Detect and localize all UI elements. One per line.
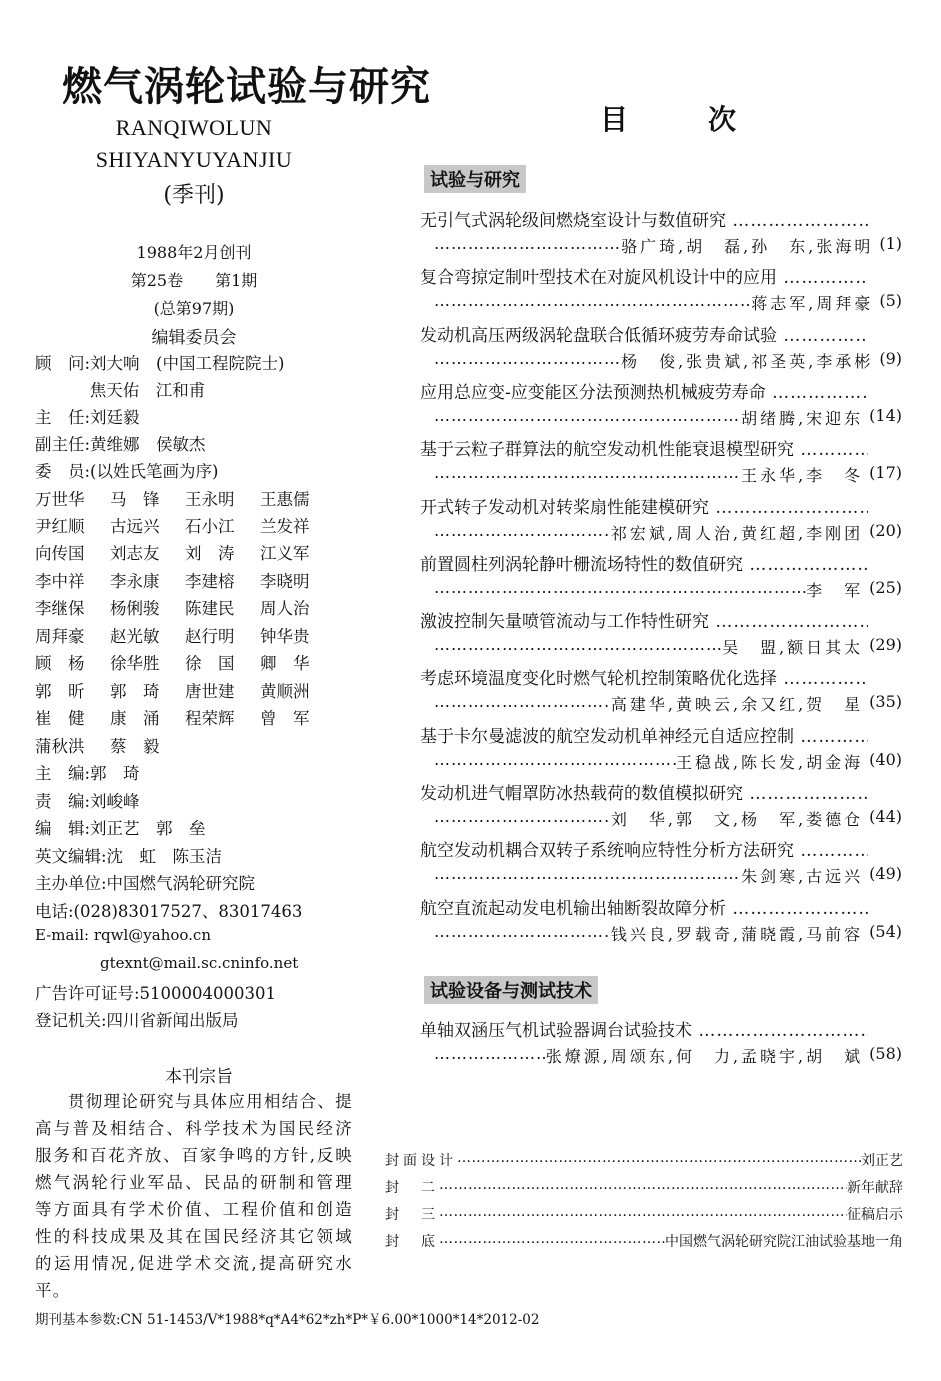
member-name: 蒲秋洪 [35,737,85,756]
member-row [35,650,335,674]
member-row [35,733,185,757]
article-page: (9) [879,348,902,368]
journal-pinyin-line2: SHIYANYUYANJIU [95,147,293,172]
member-name: 周拜豪 [35,627,85,646]
cover-credit-row [385,1150,903,1170]
leader-dots [439,1231,665,1251]
ad-license: 广告许可证号:5100004000301 [35,984,277,1003]
member-name: 徐华胜 [110,654,160,673]
member-name: 赵行明 [185,627,235,646]
member-name: 万世华 [35,490,85,509]
member-name: 杨俐骏 [110,599,160,618]
article-byline [434,807,902,830]
member-name: 王永明 [185,490,235,509]
article-authors: 杨 俊,张贵斌,祁圣英,李承彬 [621,351,874,371]
founded-date: 1988年2月创刊 [136,243,252,262]
email-2: gtexnt@mail.sc.cninfo.net [100,954,299,972]
member-name: 赵光敏 [110,627,160,646]
article-page: (20) [869,520,902,540]
member-name: 李晓明 [260,572,310,591]
member-row [35,486,335,510]
article-byline [434,1044,902,1067]
article-title: 发动机进气帽罩防冰热载荷的数值模拟研究 ………………………………………………………………………… [420,779,868,804]
advisors-line-1: 顾 问:刘大响 (中国工程院院士) [35,354,285,373]
member-row [35,705,335,729]
leader-dots [434,1044,546,1067]
article-byline [434,291,902,314]
volume-issue: 第25卷 第1期 [130,271,258,290]
journal-pinyin-line1: RANQIWOLUN [115,115,273,140]
cover-credit-value: 征稿启示 [847,1207,903,1223]
member-name: 李建榕 [185,572,235,591]
leader-dots [434,807,611,830]
article-page: (54) [869,921,902,941]
article-byline [434,635,902,658]
article-title: 基于云粒子群算法的航空发动机性能衰退模型研究 ………………………………………………………………………… [420,435,868,460]
leader-dots [434,692,611,715]
member-name: 郭 琦 [110,682,160,701]
article-title: 航空发动机耦合双转子系统响应特性分析方法研究 ………………………………………………………………………… [420,836,868,861]
article-title: 复合弯掠定制叶型技术在对旋风机设计中的应用 ………………………………………………………………………… [420,263,868,288]
article-page: (40) [869,749,902,769]
member-name: 兰发祥 [260,517,310,536]
article-authors: 高建华,黄映云,余又红,贺 星 [610,695,864,715]
advisors-line-2: 焦天佑 江和甫 [35,381,206,400]
article-title: 基于卡尔曼滤波的航空发动机单神经元自适应控制 ………………………………………………………………………… [420,722,868,747]
member-row [35,513,335,537]
article-title: 无引气式涡轮级间燃烧室设计与数值研究 ………………………………………………………………………… [420,206,868,231]
member-row [35,678,335,702]
cover-credit-value: 刘正艺 [861,1153,903,1169]
member-name: 李中祥 [35,572,85,591]
member-name: 李继保 [35,599,85,618]
member-name: 黄顺洲 [260,682,310,701]
registration: 登记机关:四川省新闻出版局 [35,1011,239,1030]
article-page: (14) [869,405,902,425]
leader-dots [434,234,621,257]
leader-dots [434,635,722,658]
director: 主 任:刘廷毅 [35,408,140,427]
member-name: 崔 健 [35,709,85,728]
article-byline [434,922,902,945]
article-authors: 钱兴良,罗载奇,蒲晓霞,马前容 [610,924,864,944]
member-row [35,540,335,564]
cover-credit-label: 封 三 [385,1207,439,1223]
toc-title: 目 次 [600,103,763,136]
english-editors: 英文编辑:沈 虹 陈玉洁 [35,847,223,866]
article-page: (58) [869,1044,902,1063]
article-title: 前置圆柱列涡轮静叶栅流场特性的数值研究 ………………………………………………………………………… [420,550,868,575]
responsible-editor: 责 编:刘峻峰 [35,792,140,811]
chief-editor: 主 编:郭 琦 [35,764,140,783]
article-authors: 李 军 [806,580,864,600]
member-name: 刘 涛 [185,544,235,563]
phone: 电话:(028)83017527、83017463 [35,902,303,921]
article-title: 考虑环境温度变化时燃气轮机控制策略优化选择 ………………………………………………………………………… [420,664,868,689]
article-byline [434,864,902,887]
article-title: 发动机高压两级涡轮盘联合低循环疲劳寿命试验 ………………………………………………………………………… [420,321,868,346]
leader-dots [434,406,741,429]
cover-credit-row [385,1231,903,1251]
member-name: 钟华贵 [260,627,310,646]
article-authors: 祁宏斌,周人治,黄红超,李刚团 [610,523,864,543]
cover-credit-label: 封 二 [385,1180,439,1196]
article-authors: 骆广琦,胡 磊,孙 东,张海明 [621,237,874,256]
section-heading-equipment: 试验设备与测试技术 [424,976,598,1004]
cover-credit-value: 新年献辞 [847,1180,903,1196]
journal-params: 期刊基本参数:CN 51-1453/V*1988*q*A4*62*zh*P*￥6.00*1000*14*2012-02 [35,1312,540,1328]
member-name: 向传国 [35,544,85,563]
article-byline [434,349,902,372]
sponsor: 主办单位:中国燃气涡轮研究院 [35,874,256,893]
member-name: 曾 军 [260,709,310,728]
article-page: (5) [879,291,902,311]
article-byline [434,234,902,257]
cover-credit-label: 封面设计 [385,1153,457,1169]
article-byline [434,406,902,429]
member-name: 蔡 毅 [110,737,160,756]
article-page: (35) [869,692,902,712]
journal-frequency: (季刊) [163,183,225,208]
purpose-title: 本刊宗旨 [165,1067,233,1087]
member-name: 唐世建 [185,682,235,701]
purpose-text: 贯彻理论研究与具体应用相结合、提高与普及相结合、科学技术为国民经济服务和百花齐放、百家争鸣的方针,反映燃气涡轮行业军品、民品的研制和管理等方面具有学术价值、工程价值和创造性的科技成果及其在国民经济其它领域的运用情况,促进学术交流,提高研究水平。 [35,1092,353,1300]
article-title: 单轴双涵压气机试验器调台试验技术 ………………………………………………………………………… [420,1016,868,1041]
leader-dots [439,1204,847,1224]
leader-dots [434,922,611,945]
member-name: 周人治 [260,599,310,618]
cover-credit-row [385,1177,903,1197]
member-name: 顾 杨 [35,654,85,673]
editorial-board-title: 编辑委员会 [151,328,237,348]
member-name: 李永康 [110,572,160,591]
member-name: 徐 国 [185,654,235,673]
article-byline [434,692,902,715]
member-row [35,595,335,619]
member-name: 郭 昕 [35,682,85,701]
article-page: (44) [869,807,902,826]
member-row [35,568,335,592]
section-heading-research: 试验与研究 [424,165,526,193]
article-page: (29) [869,635,902,655]
leader-dots [434,463,741,486]
member-name: 王惠儒 [260,490,310,509]
article-page: (1) [879,234,902,253]
member-name: 陈建民 [185,599,235,618]
member-row [35,623,335,647]
member-name: 刘志友 [110,544,160,563]
member-name: 马 锋 [110,490,160,509]
article-byline [434,750,902,773]
article-authors: 刘 华,郭 文,杨 军,娄德仓 [610,810,864,829]
member-name: 江义军 [260,544,310,563]
article-authors: 王稳战,陈长发,胡金海 [675,752,864,772]
article-title: 激波控制矢量喷管流动与工作特性研究 ………………………………………………………………………… [420,607,868,632]
article-authors: 王永华,李 冬 [741,466,864,486]
leader-dots [434,864,741,887]
member-name: 古远兴 [110,517,160,536]
member-name: 卿 华 [260,654,310,673]
leader-dots [434,750,676,773]
leader-dots [457,1150,861,1170]
member-name: 康 涌 [110,709,160,728]
member-name: 尹红顺 [35,517,85,536]
article-authors: 朱剑寒,古远兴 [741,867,864,887]
article-title: 开式转子发动机对转桨扇性能建模研究 ………………………………………………………………………… [420,493,868,518]
leader-dots [439,1177,847,1197]
article-authors: 蒋志军,周拜豪 [751,294,874,314]
leader-dots [434,349,621,372]
article-title: 航空直流起动发电机输出轴断裂故障分析 ………………………………………………………………………… [420,894,868,919]
article-page: (25) [869,577,902,597]
article-authors: 张燎源,周颂东,何 力,孟晓宇,胡 斌 [545,1047,864,1066]
article-authors: 吴 盟,额日其太 [722,638,864,658]
leader-dots [434,521,611,544]
article-byline [434,463,902,486]
cover-credit-label: 封 底 [385,1234,439,1250]
vice-director: 副主任:黄维娜 侯敏杰 [35,435,206,454]
cover-credit-value: 中国燃气涡轮研究院江油试验基地一角 [665,1234,903,1250]
members-label: 委 员:(以姓氏笔画为序) [35,462,219,481]
member-name: 石小江 [185,517,235,536]
article-byline [434,578,902,601]
member-name: 程荣辉 [185,709,235,728]
article-title: 应用总应变-应变能区分法预测热机械疲劳寿命 ………………………………………………………………………… [420,378,868,403]
cover-credit-row [385,1204,903,1224]
article-page: (17) [869,463,902,483]
article-authors: 胡绪腾,宋迎东 [741,408,864,428]
email-1: E-mail: rqwl@yahoo.cn [35,926,211,944]
journal-title: 燃气涡轮试验与研究 [62,64,431,110]
total-issue: (总第97期) [153,299,235,318]
leader-dots [434,291,751,314]
leader-dots [434,578,806,601]
article-byline [434,521,902,544]
article-page: (49) [869,864,902,884]
editors: 编 辑:刘正艺 郭 垒 [35,819,206,838]
